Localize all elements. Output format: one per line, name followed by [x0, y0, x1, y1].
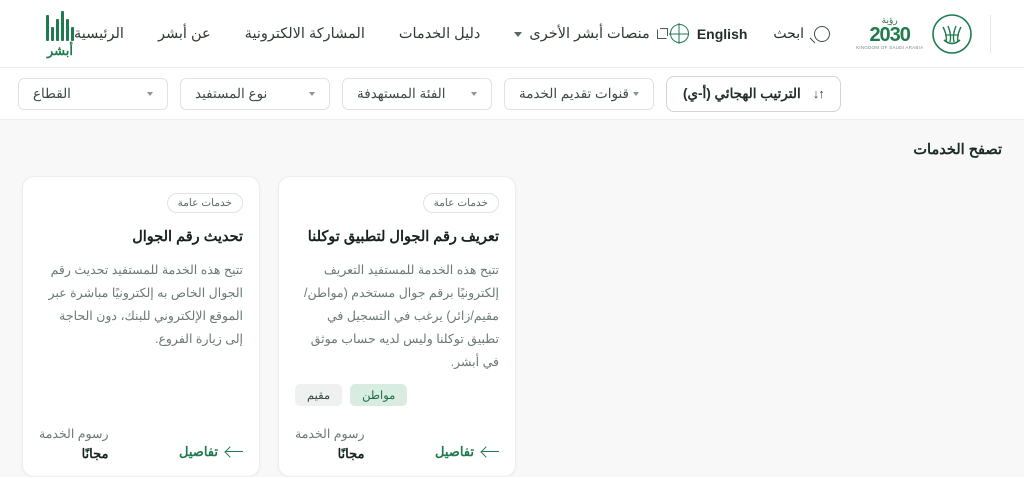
vision-subtitle: KINGDOM OF SAUDI ARABIA: [855, 45, 924, 51]
audience-chip-citizen: مواطن: [350, 384, 407, 406]
service-cards-list: [22, 176, 1002, 477]
chevron-down-icon: [147, 92, 153, 96]
sort-button[interactable]: [666, 76, 841, 112]
absher-logo-icon: [46, 11, 74, 41]
service-fee-value: مجانًا: [81, 445, 109, 461]
nav-link-other-absher-platforms-label: منصات أبشر الأخرى: [529, 25, 650, 42]
absher-logo[interactable]: [46, 11, 74, 57]
arrow-left-icon: [482, 447, 499, 457]
service-card-title: تحديث رقم الجوال: [132, 229, 243, 245]
service-details-link[interactable]: [435, 444, 499, 462]
vision-arabic-label: رؤية: [881, 14, 898, 25]
nav-link-other-absher-platforms[interactable]: [514, 26, 669, 42]
service-card-title: تعريف رقم الجوال لتطبيق توكلنا: [307, 229, 499, 245]
vision-number: 2030: [869, 24, 910, 47]
saudi-emblem-icon: [930, 14, 974, 54]
audience-chip-resident: مقيم: [295, 384, 342, 406]
status-badge: خدمات عامة: [167, 193, 243, 213]
external-link-icon: [657, 28, 668, 39]
page-title: تصفح الخدمات: [913, 142, 1002, 158]
service-card[interactable]: [22, 176, 260, 477]
filter-service-channels[interactable]: [504, 78, 654, 110]
search-button[interactable]: [773, 25, 830, 42]
service-card-description: تتيح هذه الخدمة للمستفيد تحديث رقم الجوال الخاص به إلكترونيًا مباشرة عبر الموقع الإلكتروني للبنك، دون الحاجة إلى زيارة الفروع.: [48, 262, 243, 347]
sort-arrows-icon: ↑↓: [812, 86, 824, 101]
filters-toolbar: [0, 68, 1024, 120]
nav-tools: [670, 15, 992, 53]
globe-icon: [670, 24, 689, 43]
status-badge: خدمات عامة: [423, 193, 499, 213]
filter-service-channels-label: قنوات تقديم الخدمة: [519, 85, 630, 101]
nav-links: [74, 26, 670, 42]
service-card[interactable]: [278, 176, 516, 477]
top-navigation-bar: [0, 0, 1024, 68]
search-icon: [814, 26, 830, 42]
filter-sector[interactable]: [18, 78, 168, 110]
arrow-left-icon: [226, 447, 243, 457]
main-content: [0, 120, 1024, 461]
absher-wordmark: أبشر: [47, 42, 73, 58]
language-switch-label: English: [696, 25, 748, 42]
service-card-description: تتيح هذه الخدمة للمستفيد التعريف إلكترونيًا برقم جوال مستخدم (مواطن/مقيم/زائر) يرغب في التسجيل في تطبيق توكلنا وليس لديه حساب موثق في أبشر.: [304, 262, 499, 370]
service-fee-value: مجانًا: [337, 445, 365, 461]
nav-link-e-participation[interactable]: المشاركة الالكترونية: [244, 25, 365, 42]
chevron-down-icon: [309, 92, 315, 96]
sort-button-label: الترتيب الهجائي (أ-ي): [683, 85, 801, 101]
service-card-audience-chips: [295, 384, 499, 406]
chevron-down-icon: [471, 92, 477, 96]
filter-target-group[interactable]: [342, 78, 492, 110]
chevron-down-icon: [633, 92, 639, 96]
brand-group: [46, 11, 74, 57]
nav-link-about-absher[interactable]: عن أبشر: [157, 25, 211, 42]
service-fee-label: رسوم الخدمة: [39, 427, 109, 442]
service-fee-block: [295, 424, 365, 461]
service-fee-block: [39, 424, 109, 461]
filter-target-group-label: الفئة المستهدفة: [357, 85, 446, 101]
filter-sector-label: القطاع: [33, 85, 71, 101]
language-switch-button[interactable]: [670, 24, 748, 43]
vision-2030-logo: [856, 15, 991, 53]
filter-beneficiary-type[interactable]: [180, 78, 330, 110]
filter-beneficiary-type-label: نوع المستفيد: [195, 85, 268, 101]
service-details-label: تفاصيل: [179, 443, 218, 459]
service-card-footer: [295, 424, 499, 461]
chevron-down-icon: [514, 32, 522, 37]
service-details-link[interactable]: [179, 444, 243, 462]
nav-link-services-guide[interactable]: دليل الخدمات: [398, 25, 481, 42]
service-details-label: تفاصيل: [435, 443, 474, 459]
service-fee-label: رسوم الخدمة: [295, 427, 365, 442]
vision-2030-text: [856, 16, 923, 51]
nav-link-home[interactable]: الرئيسية: [74, 25, 124, 42]
search-label: ابحث: [773, 25, 804, 41]
service-card-footer: [39, 424, 243, 461]
